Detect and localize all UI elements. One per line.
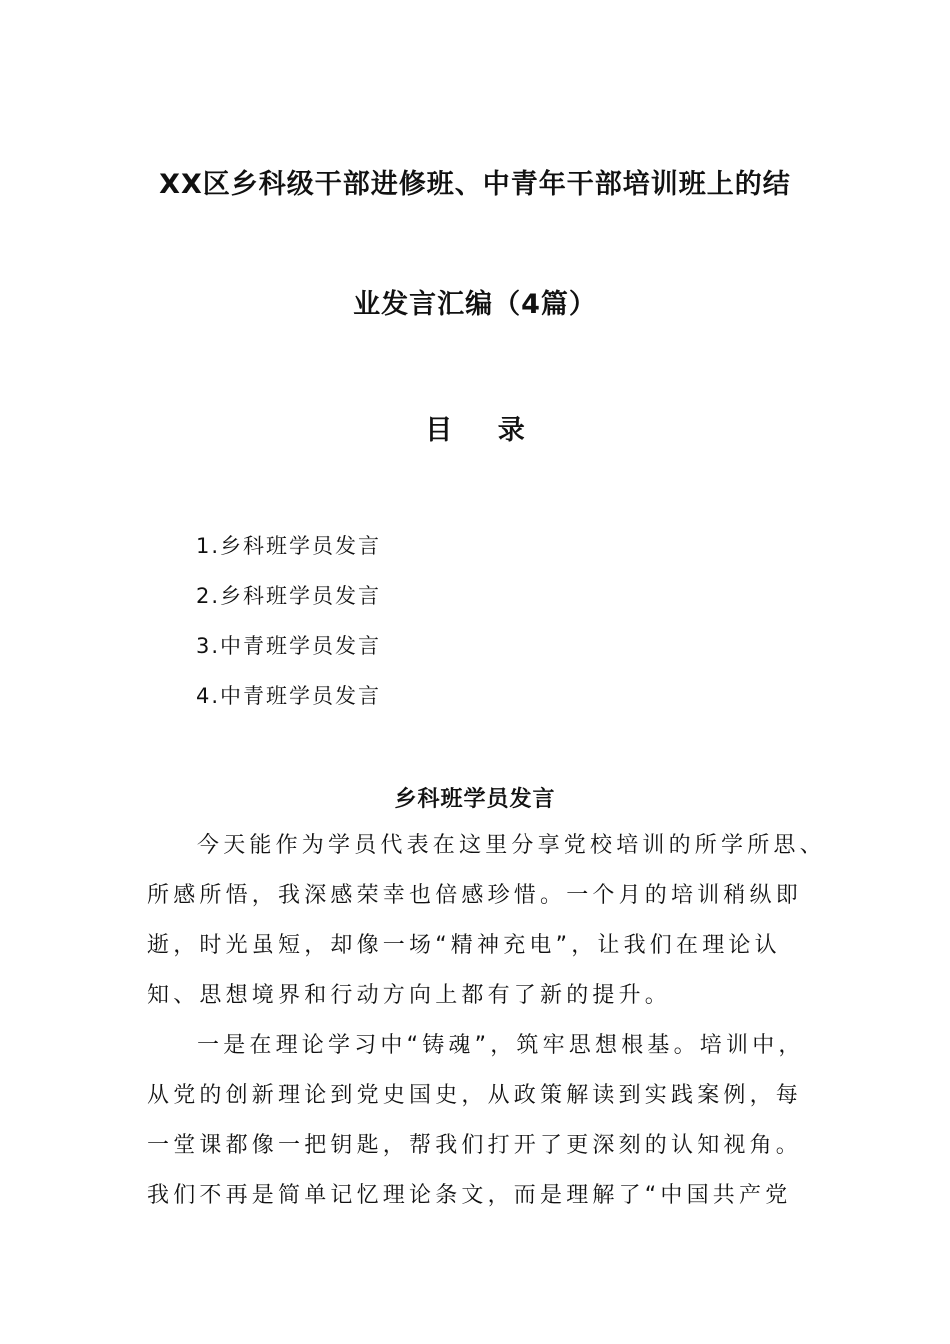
toc-item-4[interactable]: 4.中青班学员发言 bbox=[196, 684, 382, 708]
document-title-line-2: 业发言汇编（4篇） bbox=[353, 289, 597, 320]
paragraph-line: 今天能作为学员代表在这里分享党校培训的所学所思、 bbox=[197, 833, 826, 858]
paragraph-line: 一是在理论学习中“铸魂”，筑牢思想根基。培训中， bbox=[197, 1033, 805, 1058]
toc-item-2[interactable]: 2.乡科班学员发言 bbox=[196, 584, 382, 608]
paragraph-line: 所感所悟，我深感荣幸也倍感珍惜。一个月的培训稍纵即 bbox=[147, 883, 803, 908]
document-title-line-1: XX区乡科级干部进修班、中青年干部培训班上的结 bbox=[159, 169, 791, 200]
toc-item-1[interactable]: 1.乡科班学员发言 bbox=[196, 534, 382, 558]
toc-list bbox=[196, 532, 381, 732]
body-text bbox=[147, 828, 837, 1228]
paragraph-line: 知、思想境界和行动方向上都有了新的提升。 bbox=[147, 983, 672, 1008]
paragraph-line: 逝，时光虽短，却像一场“精神充电”，让我们在理论认 bbox=[147, 933, 781, 958]
toc-item-3[interactable]: 3.中青班学员发言 bbox=[196, 634, 382, 658]
paragraph-line: 一堂课都像一把钥匙，帮我们打开了更深刻的认知视角。 bbox=[147, 1133, 803, 1158]
paragraph-line: 我们不再是简单记忆理论条文，而是理解了“中国共产党 bbox=[147, 1183, 792, 1208]
toc-heading: 目 录 bbox=[425, 415, 543, 446]
section-heading: 乡科班学员发言 bbox=[394, 787, 556, 812]
paragraph-line: 从党的创新理论到党史国史，从政策解读到实践案例，每 bbox=[147, 1083, 803, 1108]
